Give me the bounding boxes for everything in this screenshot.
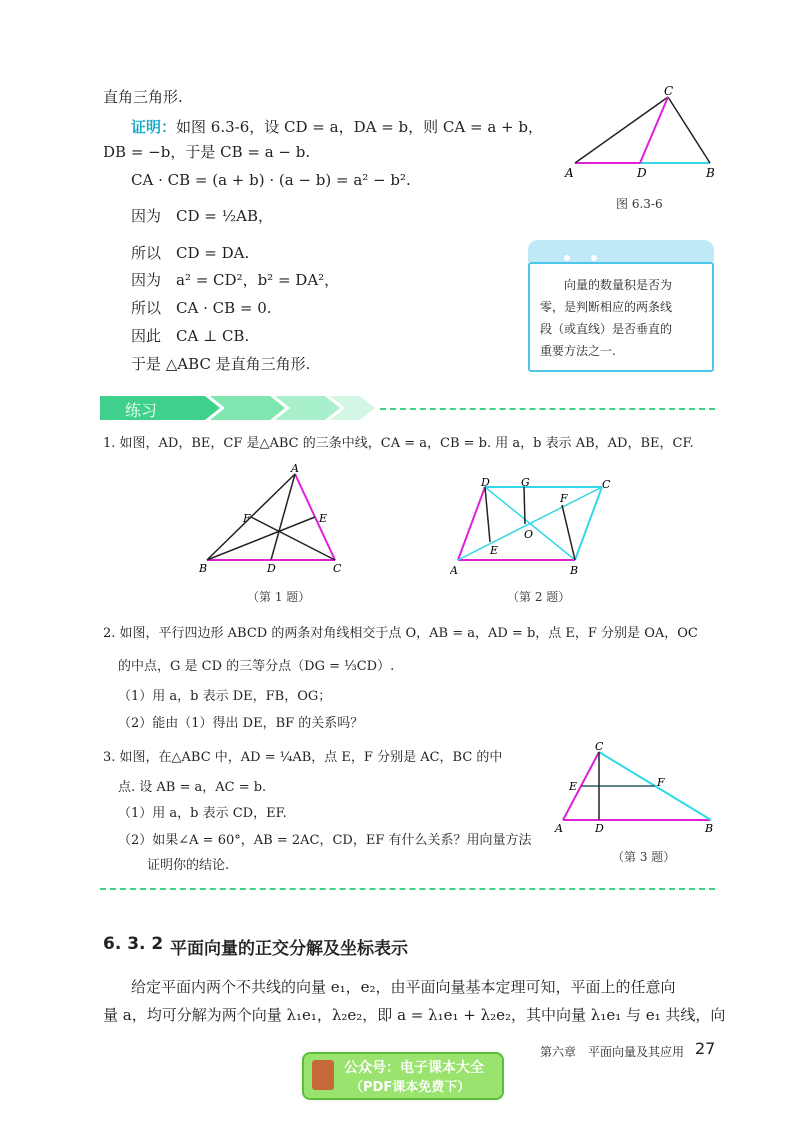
- section-para1: 给定平面内两个不共线的向量 e₁，e₂，由平面向量基本定理可知，平面上的任意向: [131, 978, 676, 996]
- fig1-label-e: E: [319, 512, 328, 525]
- fig636-label-a: A: [565, 166, 574, 180]
- tip-body: [528, 262, 714, 372]
- tip-line-1: 向量的数量积是否为: [564, 278, 673, 292]
- tip-dot-icon-2: [591, 255, 597, 261]
- fig3-label-a: A: [555, 822, 563, 835]
- proof-line8: 因此 CA ⊥ CB.: [131, 327, 250, 345]
- fig3-label-b: B: [705, 822, 714, 835]
- fig636-caption: 图 6.3-6: [616, 197, 663, 211]
- book-icon: [312, 1060, 334, 1090]
- watermark-badge: [302, 1052, 504, 1100]
- proof-text-1: 如图 6.3-6，设 CD = a，DA = b，则 CA = a + b，: [176, 118, 543, 136]
- proof-line6: 因为 a² = CD²，b² = DA²，: [131, 271, 340, 289]
- watermark-line2: （PDF课本免费下）: [350, 1080, 471, 1095]
- q3-line1: 3. 如图，在△ABC 中，AD = ¼AB，点 E，F 分别是 AC，BC 的中: [103, 750, 503, 765]
- figure-q3: [553, 740, 723, 836]
- tip-line-4: 重要方法之一.: [540, 344, 616, 358]
- fig2-label-b: B: [570, 564, 579, 577]
- fig2-label-f: F: [560, 492, 568, 505]
- fig3-caption: （第 3 题）: [612, 850, 676, 864]
- proof-line3: CA · CB = (a + b) · (a − b) = a² − b².: [131, 171, 411, 189]
- fig3-label-d: D: [595, 822, 604, 835]
- fig1-caption: （第 1 题）: [247, 590, 311, 604]
- exercise-divider-top: [380, 408, 715, 410]
- fig3-label-f: F: [657, 776, 665, 789]
- q2-sub2: （2）能由（1）得出 DE，BF 的关系吗？: [118, 716, 364, 731]
- proof-line2: DB = −b，于是 CB = a − b.: [103, 143, 311, 161]
- exercise-divider-bottom: [100, 888, 715, 890]
- fig1-label-c: C: [333, 562, 342, 575]
- top-line: 直角三角形.: [103, 88, 183, 106]
- fig3-label-e: E: [569, 780, 578, 793]
- footer-chapter: 第六章 平面向量及其应用: [540, 1045, 685, 1059]
- fig2-label-g: G: [521, 478, 530, 489]
- q2-line2: 的中点，G 是 CD 的三等分点（DG = ⅓CD）.: [118, 659, 395, 674]
- figure-q2: [450, 478, 620, 578]
- tip-line-3: 段（或直线）是否垂直的: [540, 322, 673, 336]
- watermark-line1: 公众号：电子课本大全: [344, 1060, 484, 1076]
- tip-dot-icon: [564, 255, 570, 261]
- figure-q1: [195, 462, 355, 578]
- q3-line2: 点. 设 AB = a，AC = b.: [118, 780, 267, 795]
- q3-sub2b: 证明你的结论.: [147, 858, 230, 873]
- q3-sub2: （2）如果∠A = 60°，AB = 2AC，CD，EF 有什么关系？用向量方法: [118, 833, 532, 848]
- q2-sub1: （1）用 a，b 表示 DE，FB，OG；: [118, 689, 332, 704]
- q2-line1: 2. 如图，平行四边形 ABCD 的两条对角线相交于点 O，AB = a，AD = b，点 E，F 分别是 OA，OC: [103, 626, 698, 641]
- fig1-label-d: D: [267, 562, 276, 575]
- fig2-label-e: E: [490, 544, 499, 557]
- page-number: 27: [695, 1039, 716, 1058]
- fig636-label-d: D: [637, 166, 647, 180]
- proof-label: 证明：: [131, 118, 177, 136]
- proof-line1: [131, 117, 543, 137]
- fig2-label-c: C: [602, 478, 611, 491]
- fig1-label-f: F: [243, 512, 251, 525]
- tip-box: [528, 240, 714, 378]
- figure-6-3-6: [560, 85, 730, 185]
- q3-sub1: （1）用 a，b 表示 CD，EF.: [118, 806, 287, 821]
- fig636-label-c: C: [664, 85, 674, 98]
- proof-line9: 于是 △ABC 是直角三角形.: [131, 355, 311, 373]
- section-para2: 量 a，均可分解为两个向量 λ₁e₁，λ₂e₂，即 a = λ₁e₁ + λ₂e₂，其中向量 λ₁e₁ 与 e₁ 共线，向: [103, 1006, 726, 1024]
- fig1-label-a: A: [291, 462, 299, 475]
- proof-line5: 所以 CD = DA.: [131, 244, 250, 262]
- fig3-label-c: C: [595, 740, 604, 753]
- fig636-label-b: B: [706, 166, 715, 180]
- section-number: 6. 3. 2: [103, 934, 164, 954]
- fig1-label-b: B: [199, 562, 208, 575]
- fig2-label-a: A: [450, 564, 458, 577]
- section-title: 平面向量的正交分解及坐标表示: [170, 939, 408, 959]
- proof-line7: 所以 CA · CB = 0.: [131, 299, 272, 317]
- tip-header: [528, 240, 714, 262]
- tip-line-2: 零，是判断相应的两条线: [540, 300, 673, 314]
- fig2-label-d: D: [481, 478, 490, 489]
- exercise-title: 练习: [125, 401, 158, 420]
- q1-text: 1. 如图，AD，BE，CF 是△ABC 的三条中线，CA = a，CB = b. 用 a，b 表示 AB，AD，BE，CF.: [103, 436, 694, 451]
- fig2-caption: （第 2 题）: [507, 590, 571, 604]
- fig2-label-o: O: [524, 528, 534, 541]
- proof-line4: 因为 CD = ½AB，: [131, 207, 274, 225]
